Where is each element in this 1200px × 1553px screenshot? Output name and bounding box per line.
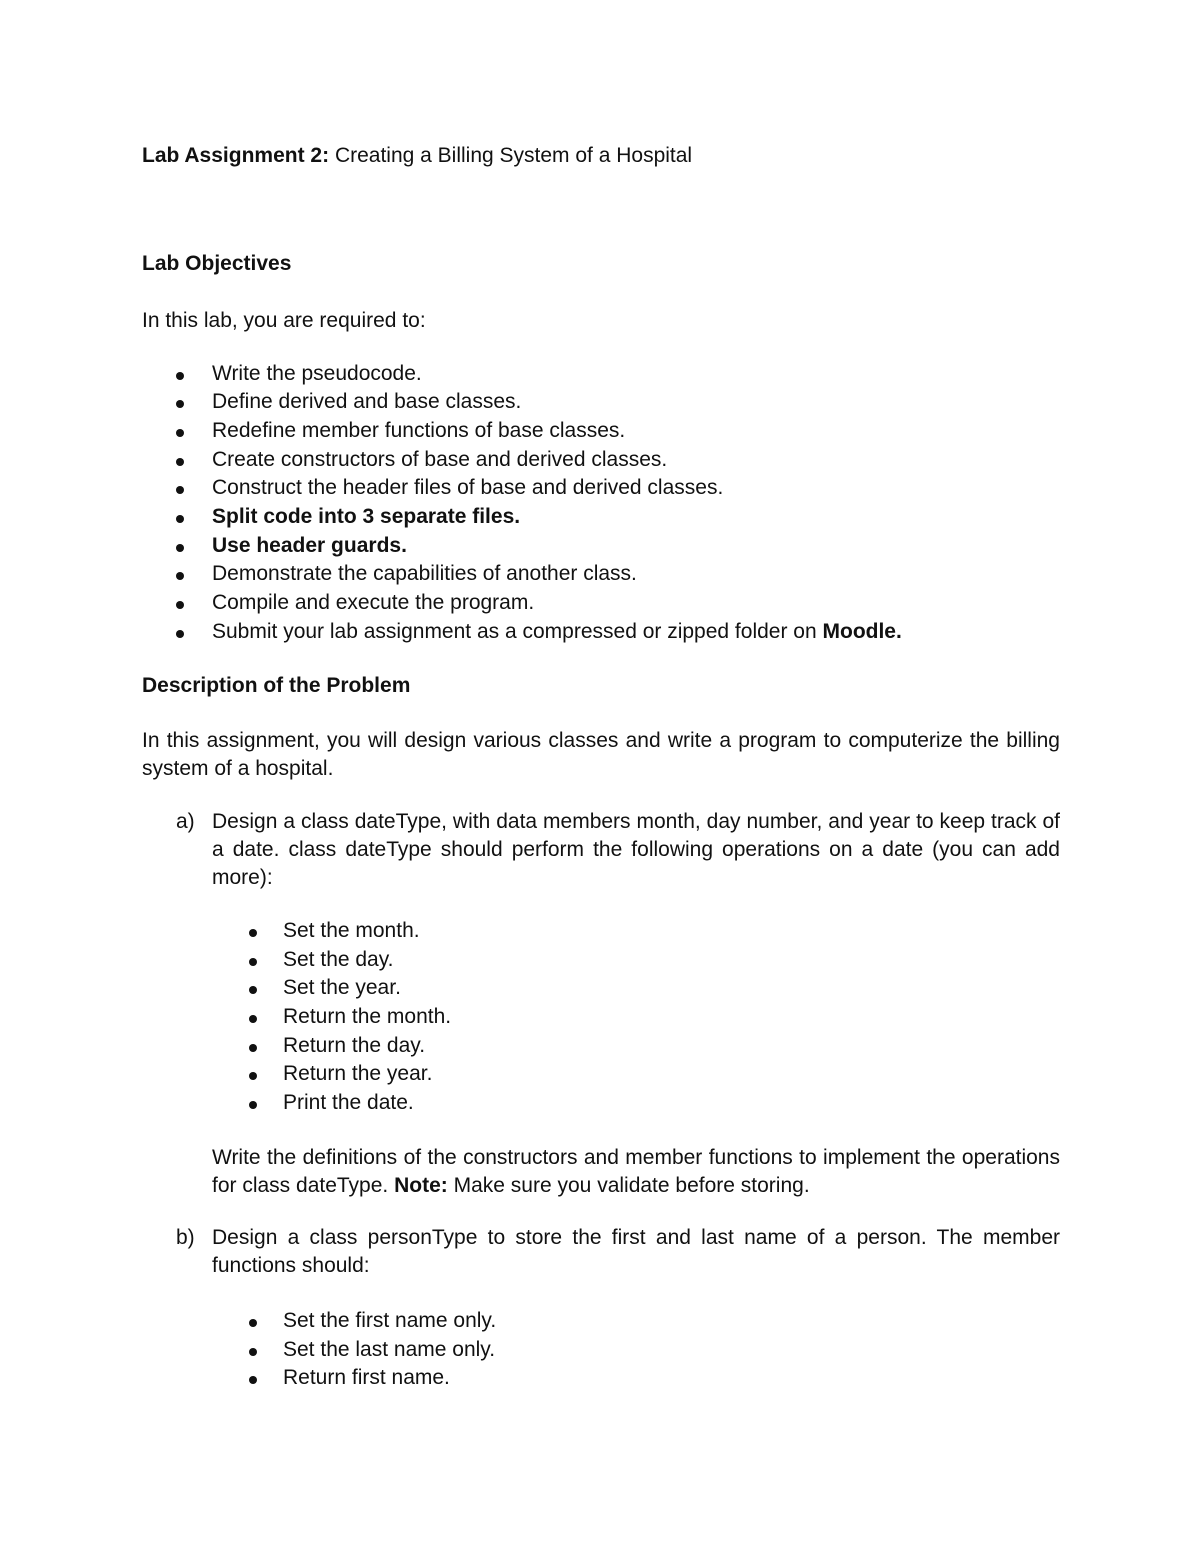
part-a-follow-paragraph (212, 1144, 1060, 1200)
part-b-text: Design a class personType to store the first and last name of a person. The member functions should: (212, 1226, 1060, 1277)
note-label: Note: (394, 1174, 448, 1197)
bullet-icon (176, 429, 184, 437)
bullet-icon (176, 630, 184, 638)
part-a-text: Design a class dateType, with data members month, day number, and year to keep track of a date. class dateType should perform the following operations on a date (you can add more): (212, 810, 1060, 889)
note-text: Make sure you validate before storing. (453, 1174, 810, 1197)
list-item: Demonstrate the capabilities of another class. (212, 562, 637, 585)
bullet-icon (176, 400, 184, 408)
list-item: Return the year. (283, 1062, 433, 1085)
bullet-icon (176, 544, 184, 552)
objectives-intro: In this lab, you are required to: (142, 309, 426, 332)
list-item: Use header guards. (212, 534, 407, 557)
assignment-title-label: Lab Assignment 2: (142, 144, 330, 167)
list-item: Construct the header files of base and derived classes. (212, 476, 724, 499)
bullet-icon (249, 986, 257, 994)
assignment-title-text: Creating a Billing System of a Hospital (334, 144, 693, 167)
bullet-icon (249, 1015, 257, 1023)
list-item: Set the last name only. (283, 1338, 496, 1361)
bullet-icon (176, 515, 184, 523)
part-a-marker: a) (176, 810, 195, 833)
bullet-icon (249, 1072, 257, 1080)
problem-intro: In this assignment, you will design various classes and write a program to computerize the billing system of a hospital. (142, 729, 1060, 780)
list-item: Print the date. (283, 1091, 414, 1114)
bullet-icon (176, 486, 184, 494)
list-item: Set the first name only. (283, 1309, 497, 1332)
bullet-icon (249, 1101, 257, 1109)
bullet-icon (176, 372, 184, 380)
list-item: Create constructors of base and derived classes. (212, 448, 668, 471)
list-item: Define derived and base classes. (212, 390, 522, 413)
bullet-icon (249, 958, 257, 966)
problem-heading: Description of the Problem (142, 674, 411, 697)
bullet-icon (249, 1376, 257, 1384)
bullet-icon (176, 572, 184, 580)
list-item: Compile and execute the program. (212, 591, 535, 614)
bullet-icon (249, 1044, 257, 1052)
bullet-icon (249, 929, 257, 937)
list-item: Set the year. (283, 976, 401, 999)
bullet-icon (249, 1348, 257, 1356)
bullet-icon (176, 601, 184, 609)
moodle-text: Moodle. (822, 620, 902, 643)
assignment-title (142, 142, 692, 170)
list-item-submit (212, 618, 902, 646)
list-item: Return first name. (283, 1366, 450, 1389)
list-item: Return the month. (283, 1005, 452, 1028)
submit-text: Submit your lab assignment as a compressed or zipped folder on (212, 620, 817, 643)
list-item: Write the pseudocode. (212, 362, 422, 385)
bullet-icon (176, 458, 184, 466)
part-a-follow-text: Write the definitions of the constructors and member functions to implement the operations for class dateType. (212, 1146, 1060, 1197)
list-item: Return the day. (283, 1034, 426, 1057)
list-item: Set the month. (283, 919, 420, 942)
list-item: Split code into 3 separate files. (212, 505, 521, 528)
list-item: Redefine member functions of base classes. (212, 419, 626, 442)
part-b-marker: b) (176, 1226, 195, 1249)
objectives-heading: Lab Objectives (142, 252, 292, 275)
list-item: Set the day. (283, 948, 394, 971)
bullet-icon (249, 1319, 257, 1327)
